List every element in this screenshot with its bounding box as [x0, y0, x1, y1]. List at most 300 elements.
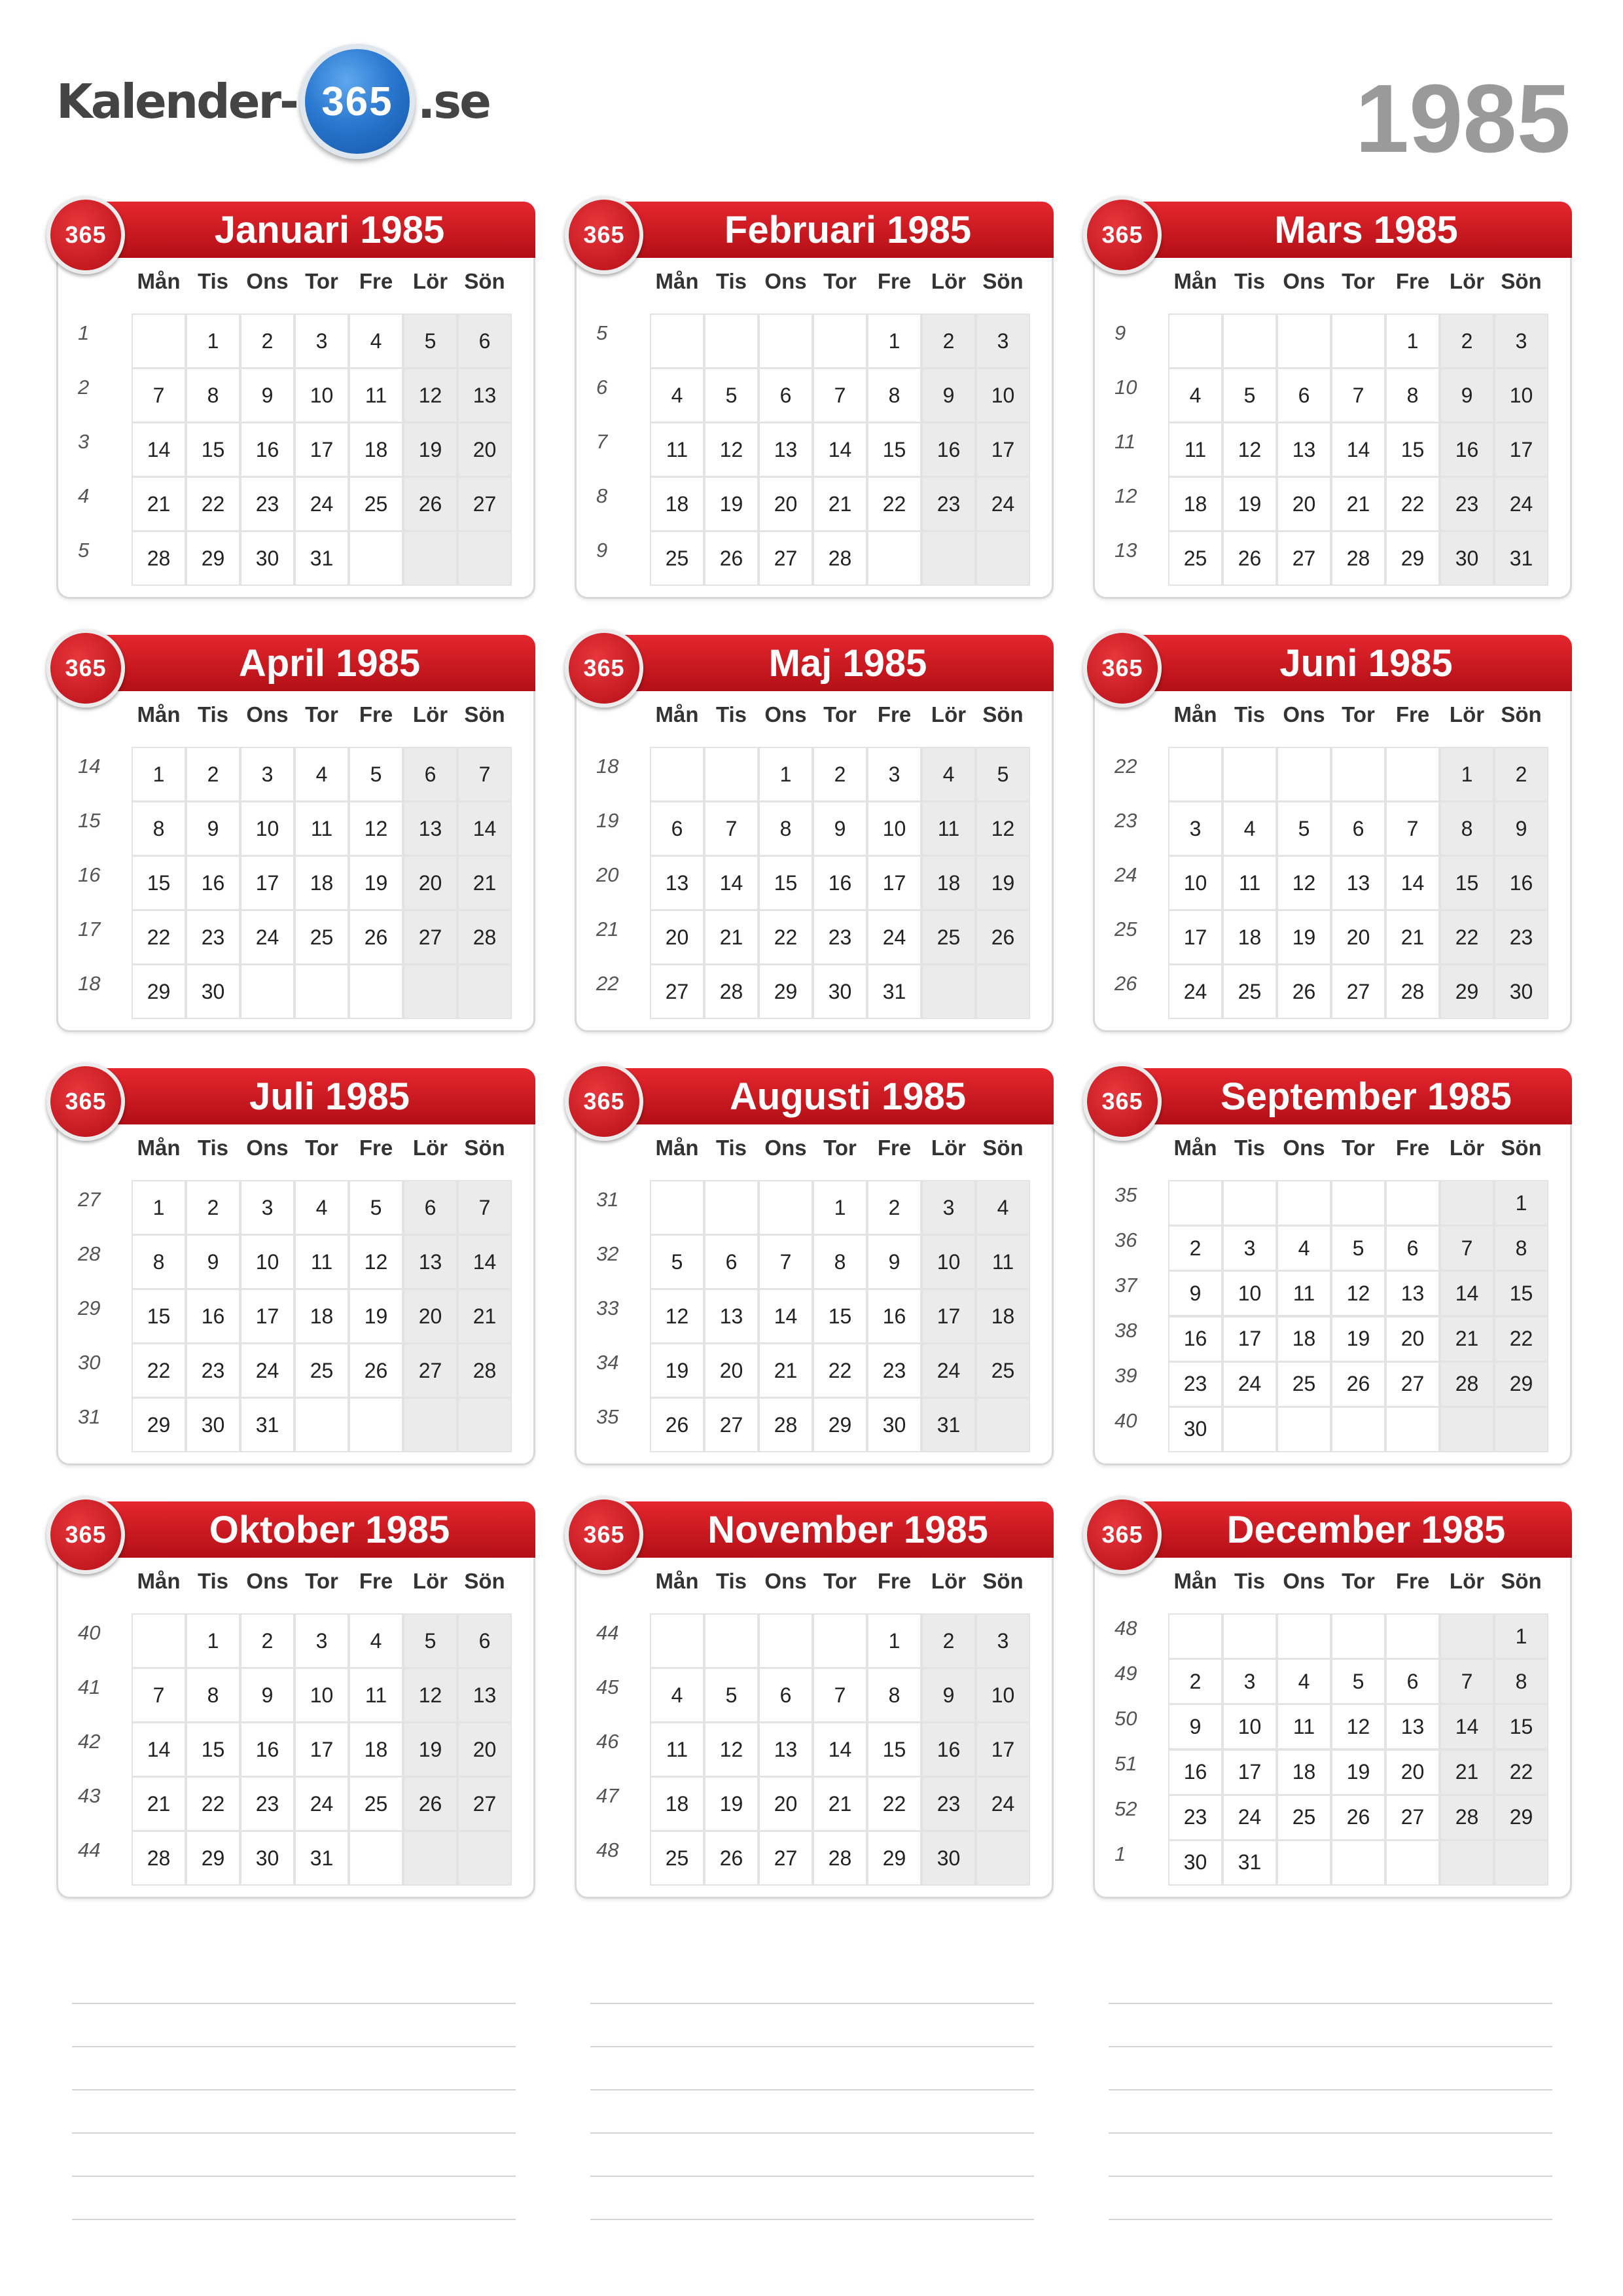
day-cell: 26	[349, 1343, 403, 1398]
week-number: 19	[596, 808, 619, 832]
day-cell: 16	[921, 1722, 976, 1777]
day-cell: 23	[1168, 1795, 1222, 1840]
day-cell: 19	[1222, 476, 1277, 531]
empty-day-cell	[1385, 747, 1440, 802]
week-number: 41	[78, 1675, 101, 1698]
day-cell: 6	[403, 1180, 457, 1235]
month-title: Januari 1985	[104, 202, 535, 258]
note-line	[590, 2003, 1034, 2004]
week-number: 51	[1115, 1752, 1137, 1776]
day-cell: 9	[1168, 1270, 1222, 1316]
week-number: 24	[1115, 863, 1137, 886]
day-cell: 2	[813, 747, 867, 802]
weekday-header: Mån	[137, 1136, 181, 1160]
day-cell: 27	[1385, 1795, 1440, 1840]
empty-day-cell	[1168, 747, 1222, 802]
day-cell: 9	[1168, 1704, 1222, 1749]
day-cell: 25	[976, 1343, 1030, 1398]
day-cell: 4	[294, 1180, 349, 1235]
month-365-badge: 365	[565, 196, 643, 274]
month-365-badge: 365	[565, 1062, 643, 1141]
day-cell: 15	[1494, 1270, 1548, 1316]
day-cell: 4	[1277, 1659, 1331, 1704]
empty-day-cell	[240, 964, 294, 1019]
empty-day-cell	[1331, 1613, 1385, 1659]
weekday-header: Mån	[137, 269, 181, 293]
day-cell: 21	[457, 1289, 512, 1344]
note-line	[72, 2089, 516, 2090]
day-cell: 3	[1168, 801, 1222, 856]
day-cell: 9	[921, 368, 976, 423]
note-line	[590, 2176, 1034, 2177]
day-cell: 23	[1494, 910, 1548, 965]
day-cell: 5	[1331, 1659, 1385, 1704]
day-cell: 8	[1440, 801, 1494, 856]
day-cell: 11	[1222, 855, 1277, 910]
day-cell: 27	[1385, 1361, 1440, 1407]
week-number: 9	[596, 538, 608, 562]
day-cell: 29	[186, 1831, 240, 1886]
day-cell: 20	[457, 1722, 512, 1777]
day-cell: 24	[294, 476, 349, 531]
day-cell: 20	[457, 422, 512, 477]
week-number: 11	[1115, 429, 1136, 453]
day-cell: 8	[132, 1234, 186, 1289]
empty-day-cell	[704, 747, 758, 802]
weekday-header: Mån	[655, 702, 699, 726]
day-cell: 17	[1222, 1749, 1277, 1795]
weekday-header-row	[132, 269, 512, 294]
day-cell: 24	[294, 1776, 349, 1831]
day-cell: 29	[132, 964, 186, 1019]
day-cell: 14	[132, 422, 186, 477]
day-cell: 28	[758, 1397, 813, 1452]
day-cell: 30	[921, 1831, 976, 1886]
week-number: 12	[1115, 484, 1137, 507]
note-line	[72, 2132, 516, 2134]
day-cell: 27	[1331, 964, 1385, 1019]
day-cell: 13	[1331, 855, 1385, 910]
empty-day-cell	[813, 314, 867, 368]
day-cell: 26	[704, 1831, 758, 1886]
weekday-header: Tor	[823, 269, 857, 293]
empty-day-cell	[1277, 1613, 1331, 1659]
day-cell: 1	[867, 1613, 921, 1668]
day-cell: 19	[1277, 910, 1331, 965]
logo-365-badge: 365	[300, 44, 415, 159]
month-card	[1093, 635, 1572, 1032]
day-cell: 18	[349, 1722, 403, 1777]
weekday-header-row	[650, 1136, 1030, 1160]
empty-day-cell	[1277, 747, 1331, 802]
week-number: 37	[1115, 1273, 1137, 1297]
weekday-header: Lör	[412, 269, 448, 293]
day-cell: 23	[240, 476, 294, 531]
week-number: 5	[596, 321, 608, 344]
day-cell: 25	[1168, 531, 1222, 586]
day-cell: 1	[132, 747, 186, 802]
empty-day-cell	[1331, 1407, 1385, 1452]
day-cell: 8	[867, 368, 921, 423]
weekday-header-row	[650, 269, 1030, 294]
day-cell: 22	[186, 476, 240, 531]
note-lines	[1109, 2003, 1552, 2262]
day-cell: 22	[1494, 1316, 1548, 1362]
day-cell: 2	[1494, 747, 1548, 802]
day-cell: 29	[132, 1397, 186, 1452]
day-cell: 15	[1440, 855, 1494, 910]
day-cell: 1	[1494, 1613, 1548, 1659]
month-card	[575, 202, 1054, 599]
day-cell: 10	[294, 1668, 349, 1723]
day-cell: 7	[457, 747, 512, 802]
day-cell: 10	[921, 1234, 976, 1289]
day-cell: 24	[240, 910, 294, 965]
day-cell: 1	[813, 1180, 867, 1235]
day-cell: 17	[976, 422, 1030, 477]
day-cell: 7	[132, 1668, 186, 1723]
day-cell: 10	[1222, 1270, 1277, 1316]
day-cell: 29	[867, 1831, 921, 1886]
day-cell: 24	[867, 910, 921, 965]
week-number: 15	[78, 808, 101, 832]
empty-day-cell	[867, 531, 921, 586]
day-cell: 1	[867, 314, 921, 368]
weekday-header: Fre	[877, 1136, 912, 1160]
day-cell: 21	[457, 855, 512, 910]
week-number: 40	[78, 1621, 101, 1644]
day-cell: 21	[813, 1776, 867, 1831]
week-number: 30	[78, 1350, 101, 1374]
empty-day-cell	[349, 1397, 403, 1452]
day-cell: 11	[349, 1668, 403, 1723]
day-cell: 4	[650, 368, 704, 423]
day-cell: 26	[1331, 1361, 1385, 1407]
month-title: Maj 1985	[622, 635, 1054, 691]
day-cell: 8	[1385, 368, 1440, 423]
day-cell: 28	[1440, 1361, 1494, 1407]
empty-day-cell	[1331, 747, 1385, 802]
day-cell: 31	[294, 531, 349, 586]
day-cell: 15	[1385, 422, 1440, 477]
week-number: 49	[1115, 1661, 1137, 1685]
day-cell: 8	[1494, 1659, 1548, 1704]
week-number: 31	[596, 1187, 619, 1211]
weekday-header: Tor	[305, 1136, 338, 1160]
weekday-header: Ons	[1283, 702, 1325, 726]
week-number: 20	[596, 863, 619, 886]
day-cell: 12	[704, 1722, 758, 1777]
day-cell: 30	[186, 1397, 240, 1452]
day-cell: 2	[921, 1613, 976, 1668]
day-cell: 11	[650, 1722, 704, 1777]
week-number: 7	[596, 429, 608, 453]
week-number: 27	[78, 1187, 101, 1211]
day-cell: 22	[1440, 910, 1494, 965]
day-cell: 7	[813, 368, 867, 423]
day-cell: 17	[294, 1722, 349, 1777]
day-cell: 17	[1168, 910, 1222, 965]
weekday-header: Sön	[464, 269, 505, 293]
weekday-header: Fre	[359, 1569, 393, 1593]
logo-text-right: .se	[417, 74, 490, 129]
weekday-header: Lör	[412, 702, 448, 726]
day-cell: 17	[240, 855, 294, 910]
day-cell: 23	[921, 476, 976, 531]
day-cell: 26	[403, 1776, 457, 1831]
month-card	[56, 635, 535, 1032]
day-cell: 10	[1222, 1704, 1277, 1749]
weekday-header: Ons	[1283, 1136, 1325, 1160]
weekday-header: Sön	[982, 1569, 1024, 1593]
day-cell: 23	[1440, 476, 1494, 531]
week-number: 3	[78, 429, 90, 453]
week-number: 17	[78, 917, 101, 941]
note-line	[72, 2176, 516, 2177]
day-cell: 29	[1385, 531, 1440, 586]
day-cell: 12	[1222, 422, 1277, 477]
weekday-header: Tor	[823, 1136, 857, 1160]
day-cell: 6	[758, 368, 813, 423]
note-line	[1109, 2046, 1552, 2047]
day-cell: 22	[867, 1776, 921, 1831]
day-cell: 29	[1494, 1795, 1548, 1840]
day-cell: 18	[650, 1776, 704, 1831]
day-cell: 1	[1494, 1180, 1548, 1226]
day-cell: 12	[1277, 855, 1331, 910]
note-line	[1109, 2176, 1552, 2177]
weekday-header: Ons	[764, 269, 807, 293]
note-line	[590, 2046, 1034, 2047]
weekday-header: Tis	[197, 269, 229, 293]
week-number: 28	[78, 1242, 101, 1265]
day-grid	[132, 1613, 512, 1885]
empty-day-cell	[976, 1831, 1030, 1886]
weekday-header: Tis	[1234, 702, 1266, 726]
day-cell: 16	[867, 1289, 921, 1344]
week-number: 1	[1115, 1842, 1126, 1866]
day-cell: 22	[132, 910, 186, 965]
day-cell: 18	[294, 1289, 349, 1344]
note-line	[1109, 2003, 1552, 2004]
weekday-header: Mån	[137, 702, 181, 726]
weekday-header: Tis	[715, 1136, 747, 1160]
day-cell: 29	[1440, 964, 1494, 1019]
day-cell: 2	[1168, 1659, 1222, 1704]
weekday-header: Ons	[764, 702, 807, 726]
month-card	[56, 1501, 535, 1899]
day-cell: 11	[349, 368, 403, 423]
day-cell: 18	[1222, 910, 1277, 965]
day-cell: 26	[976, 910, 1030, 965]
empty-day-cell	[1168, 314, 1222, 368]
month-title: November 1985	[622, 1501, 1054, 1558]
day-cell: 12	[349, 1234, 403, 1289]
day-cell: 7	[1440, 1659, 1494, 1704]
empty-day-cell	[1331, 1180, 1385, 1226]
day-cell: 5	[349, 1180, 403, 1235]
day-cell: 8	[1494, 1225, 1548, 1271]
week-number: 18	[596, 754, 619, 778]
day-cell: 1	[186, 314, 240, 368]
empty-day-cell	[294, 1397, 349, 1452]
weekday-header: Tor	[305, 1569, 338, 1593]
day-cell: 31	[1222, 1840, 1277, 1886]
weekday-header: Sön	[1501, 269, 1542, 293]
day-cell: 4	[650, 1668, 704, 1723]
day-cell: 30	[1168, 1407, 1222, 1452]
weekday-header-row	[1168, 1569, 1548, 1594]
day-cell: 9	[240, 1668, 294, 1723]
empty-day-cell	[976, 964, 1030, 1019]
empty-day-cell	[1222, 1613, 1277, 1659]
week-number: 31	[78, 1405, 101, 1428]
weekday-header: Fre	[359, 1136, 393, 1160]
note-lines	[590, 2003, 1034, 2262]
weekday-header: Tis	[197, 702, 229, 726]
month-title: September 1985	[1141, 1068, 1572, 1124]
day-cell: 11	[1168, 422, 1222, 477]
day-cell: 28	[1440, 1795, 1494, 1840]
day-cell: 10	[976, 368, 1030, 423]
day-cell: 8	[813, 1234, 867, 1289]
day-cell: 10	[294, 368, 349, 423]
week-number: 14	[78, 754, 101, 778]
week-number: 22	[596, 971, 619, 995]
day-cell: 19	[403, 422, 457, 477]
month-title: Augusti 1985	[622, 1068, 1054, 1124]
day-cell: 25	[1277, 1795, 1331, 1840]
day-cell: 10	[240, 1234, 294, 1289]
day-cell: 21	[704, 910, 758, 965]
day-cell: 8	[758, 801, 813, 856]
month-title: Juni 1985	[1141, 635, 1572, 691]
empty-day-cell	[758, 1613, 813, 1668]
month-365-badge: 365	[565, 1496, 643, 1574]
weekday-header: Mån	[655, 1569, 699, 1593]
note-line	[1109, 2219, 1552, 2220]
week-number: 45	[596, 1675, 619, 1698]
day-cell: 20	[758, 476, 813, 531]
empty-day-cell	[1440, 1840, 1494, 1886]
weekday-header: Sön	[1501, 702, 1542, 726]
empty-day-cell	[921, 964, 976, 1019]
day-cell: 24	[976, 476, 1030, 531]
day-cell: 22	[867, 476, 921, 531]
day-cell: 7	[704, 801, 758, 856]
day-cell: 6	[758, 1668, 813, 1723]
day-cell: 11	[294, 1234, 349, 1289]
month-card	[575, 1501, 1054, 1899]
day-cell: 5	[349, 747, 403, 802]
note-line	[1109, 2132, 1552, 2134]
day-cell: 17	[867, 855, 921, 910]
weekday-header: Tor	[823, 702, 857, 726]
day-cell: 27	[457, 1776, 512, 1831]
weekday-header: Sön	[1501, 1569, 1542, 1593]
week-number: 25	[1115, 917, 1137, 941]
day-cell: 16	[921, 422, 976, 477]
day-cell: 26	[403, 476, 457, 531]
day-cell: 20	[758, 1776, 813, 1831]
day-cell: 12	[403, 1668, 457, 1723]
week-number: 9	[1115, 321, 1126, 344]
week-number: 52	[1115, 1797, 1137, 1821]
weekday-header: Ons	[246, 1136, 289, 1160]
day-cell: 30	[186, 964, 240, 1019]
week-number: 33	[596, 1296, 619, 1319]
empty-day-cell	[457, 1831, 512, 1886]
day-cell: 11	[921, 801, 976, 856]
day-cell: 24	[1494, 476, 1548, 531]
day-cell: 28	[457, 1343, 512, 1398]
day-cell: 17	[1222, 1316, 1277, 1362]
day-cell: 7	[457, 1180, 512, 1235]
day-cell: 2	[186, 1180, 240, 1235]
day-cell: 21	[1331, 476, 1385, 531]
day-cell: 13	[1385, 1270, 1440, 1316]
weekday-header-row	[132, 1136, 512, 1160]
empty-day-cell	[403, 1831, 457, 1886]
weekday-header-row	[1168, 269, 1548, 294]
empty-day-cell	[1277, 1407, 1331, 1452]
day-cell: 26	[349, 910, 403, 965]
month-365-badge: 365	[1083, 196, 1162, 274]
day-cell: 18	[1277, 1749, 1331, 1795]
day-cell: 7	[813, 1668, 867, 1723]
day-cell: 13	[403, 1234, 457, 1289]
day-cell: 6	[650, 801, 704, 856]
day-cell: 3	[294, 1613, 349, 1668]
weekday-header: Tor	[823, 1569, 857, 1593]
empty-day-cell	[976, 1397, 1030, 1452]
day-cell: 13	[1385, 1704, 1440, 1749]
day-cell: 20	[650, 910, 704, 965]
weekday-header: Ons	[246, 1569, 289, 1593]
day-cell: 20	[1277, 476, 1331, 531]
day-cell: 9	[240, 368, 294, 423]
day-cell: 25	[349, 1776, 403, 1831]
day-cell: 4	[1222, 801, 1277, 856]
day-cell: 25	[294, 910, 349, 965]
day-cell: 10	[1494, 368, 1548, 423]
weekday-header: Fre	[359, 269, 393, 293]
day-cell: 12	[349, 801, 403, 856]
day-cell: 21	[132, 1776, 186, 1831]
weekday-header-row	[1168, 1136, 1548, 1160]
day-cell: 25	[294, 1343, 349, 1398]
month-title: Juli 1985	[104, 1068, 535, 1124]
day-cell: 21	[758, 1343, 813, 1398]
day-cell: 5	[1222, 368, 1277, 423]
month-card	[575, 1068, 1054, 1465]
day-cell: 4	[1168, 368, 1222, 423]
day-cell: 5	[1331, 1225, 1385, 1271]
day-cell: 17	[976, 1722, 1030, 1777]
day-cell: 16	[186, 855, 240, 910]
day-grid	[1168, 747, 1548, 1018]
day-cell: 18	[650, 476, 704, 531]
weekday-header-row	[650, 1569, 1030, 1594]
day-cell: 31	[867, 964, 921, 1019]
weekday-header: Lör	[1449, 269, 1485, 293]
weekday-header: Lör	[412, 1136, 448, 1160]
day-cell: 25	[349, 476, 403, 531]
weekday-header-row	[1168, 702, 1548, 727]
day-cell: 21	[1440, 1749, 1494, 1795]
day-cell: 25	[650, 1831, 704, 1886]
weekday-header: Mån	[1173, 269, 1217, 293]
